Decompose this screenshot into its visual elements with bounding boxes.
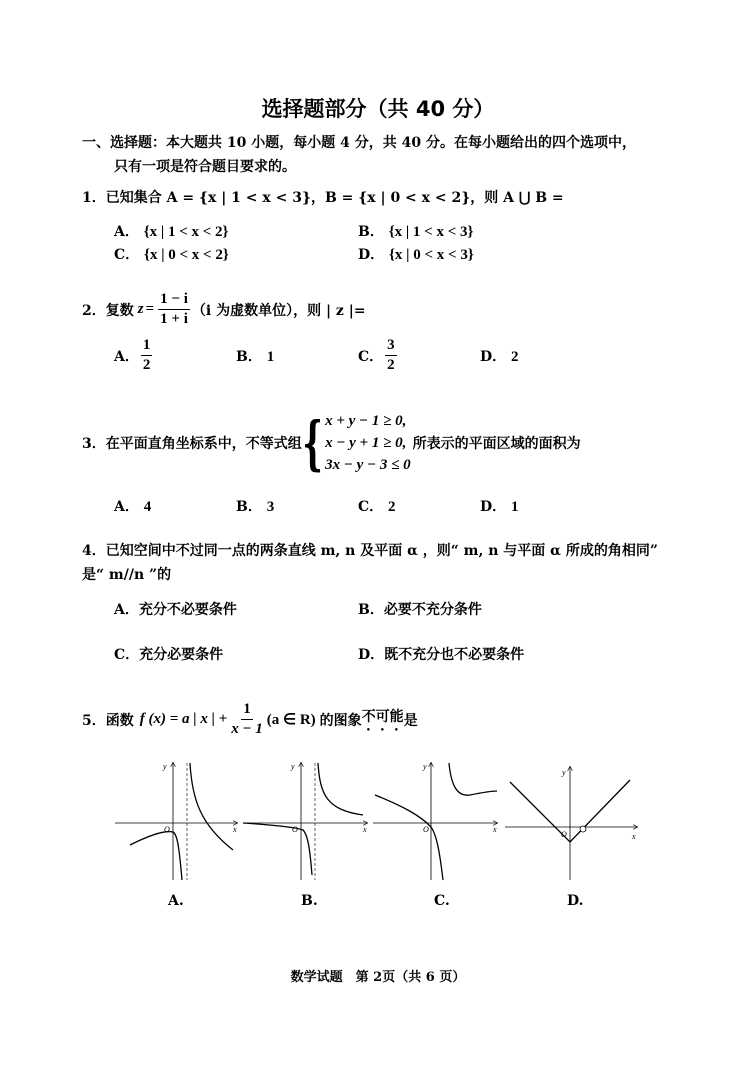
q1-option-d[interactable]: D． {x | 0 < x < 3} (358, 247, 474, 263)
q4-option-d[interactable]: D．既不充分也不必要条件 (358, 647, 525, 663)
function-graphs (105, 755, 665, 885)
question-text: 已知集合 A = {x | 1 < x < 3}，B = {x | 0 < x < 2}，则 A ⋃ B = (105, 190, 564, 206)
origin-label: O (164, 825, 170, 834)
question-3: 3． 在平面直角坐标系中，不等式组 { x + y − 1 ≥ 0, x − y + 1 ≥ 0, 3x − y − 3 ≤ 0 所表示的平面区域的面积为 (82, 409, 581, 477)
q2-option-c[interactable]: C． $\frac{3}{2}$ (358, 337, 395, 373)
q1-option-b[interactable]: B． {x | 1 < x < 3} (358, 224, 474, 240)
svg-text:O: O (292, 825, 298, 834)
inequality-system: { x + y − 1 ≥ 0, x − y + 1 ≥ 0, 3x − y − 3 ≤ 0 (302, 409, 411, 477)
question-number: 4． (82, 543, 106, 559)
svg-text:x: x (493, 825, 497, 834)
question-number: 2． (82, 302, 106, 319)
svg-text:O: O (423, 825, 429, 834)
svg-text:y: y (423, 762, 427, 771)
graph-c (373, 762, 497, 880)
q3-option-d[interactable]: D． 1 (480, 499, 519, 515)
graph-label-c[interactable]: C. (434, 893, 450, 909)
fraction: $\frac{1}{x - 1}$ (231, 701, 263, 737)
svg-text:y: y (291, 762, 295, 771)
axis-x-label: x (233, 825, 237, 834)
q3-option-b[interactable]: B． 3 (236, 499, 275, 515)
q4-option-b[interactable]: B．必要不充分条件 (358, 602, 482, 618)
q4-option-c[interactable]: C．充分必要条件 (114, 647, 224, 663)
section-header-line2: 只有一项是符合题目要求的。 (114, 159, 296, 175)
graph-b (243, 762, 367, 880)
question-4-line2: 是“ m//n ”的 (82, 567, 172, 583)
q2-option-a[interactable]: A． $\frac{1}{2}$ (114, 337, 151, 373)
graph-a (115, 762, 237, 880)
section-header-line1: 一、选择题：本大题共 10 小题，每小题 4 分，共 40 分。在每小题给出的四个选项中， (82, 135, 636, 151)
question-5: 5． 函数 f (x) = a | x | + $\frac{1}{x - 1}$ (a ∈ R) 的图象 不可能 是 (82, 701, 418, 737)
q2-option-d[interactable]: D． 2 (480, 349, 519, 365)
graph-label-d[interactable]: D. (567, 893, 584, 909)
svg-text:O: O (561, 830, 567, 839)
question-2: 2． 复数 z = $\frac{1 - i}{1 + i}$ （i 为虚数单位），则 | z |= (82, 291, 366, 327)
svg-text:y: y (562, 768, 566, 777)
question-4: 4．已知空间中不过同一点的两条直线 m, n 及平面 α ，则“ m, n 与平面 α 所成的角相同” (82, 543, 658, 559)
page-footer: 数学试题 第 2页（共 6 页） (290, 970, 466, 985)
question-number: 1． (82, 190, 106, 206)
q1-option-c[interactable]: C． {x | 0 < x < 2} (114, 247, 229, 263)
page-title: 选择题部分（共 40 分） (261, 97, 495, 121)
question-number: 5． (82, 712, 106, 729)
svg-text:x: x (632, 832, 636, 841)
q3-option-a[interactable]: A． 4 (114, 499, 152, 515)
graph-label-a[interactable]: A. (168, 893, 184, 909)
q3-option-c[interactable]: C． 2 (358, 499, 396, 515)
q2-option-b[interactable]: B． 1 (236, 349, 275, 365)
axis-y-label: y (163, 762, 167, 771)
q1-option-a[interactable]: A． {x | 1 < x < 2} (114, 224, 229, 240)
svg-text:x: x (363, 825, 367, 834)
graph-d (505, 767, 637, 880)
q4-option-a[interactable]: A．充分不必要条件 (114, 602, 237, 618)
question-number: 3． (82, 436, 106, 452)
question-1 (82, 187, 564, 207)
fraction: $\frac{1 - i}{1 + i}$ (160, 291, 188, 327)
graph-label-b[interactable]: B. (301, 893, 318, 909)
